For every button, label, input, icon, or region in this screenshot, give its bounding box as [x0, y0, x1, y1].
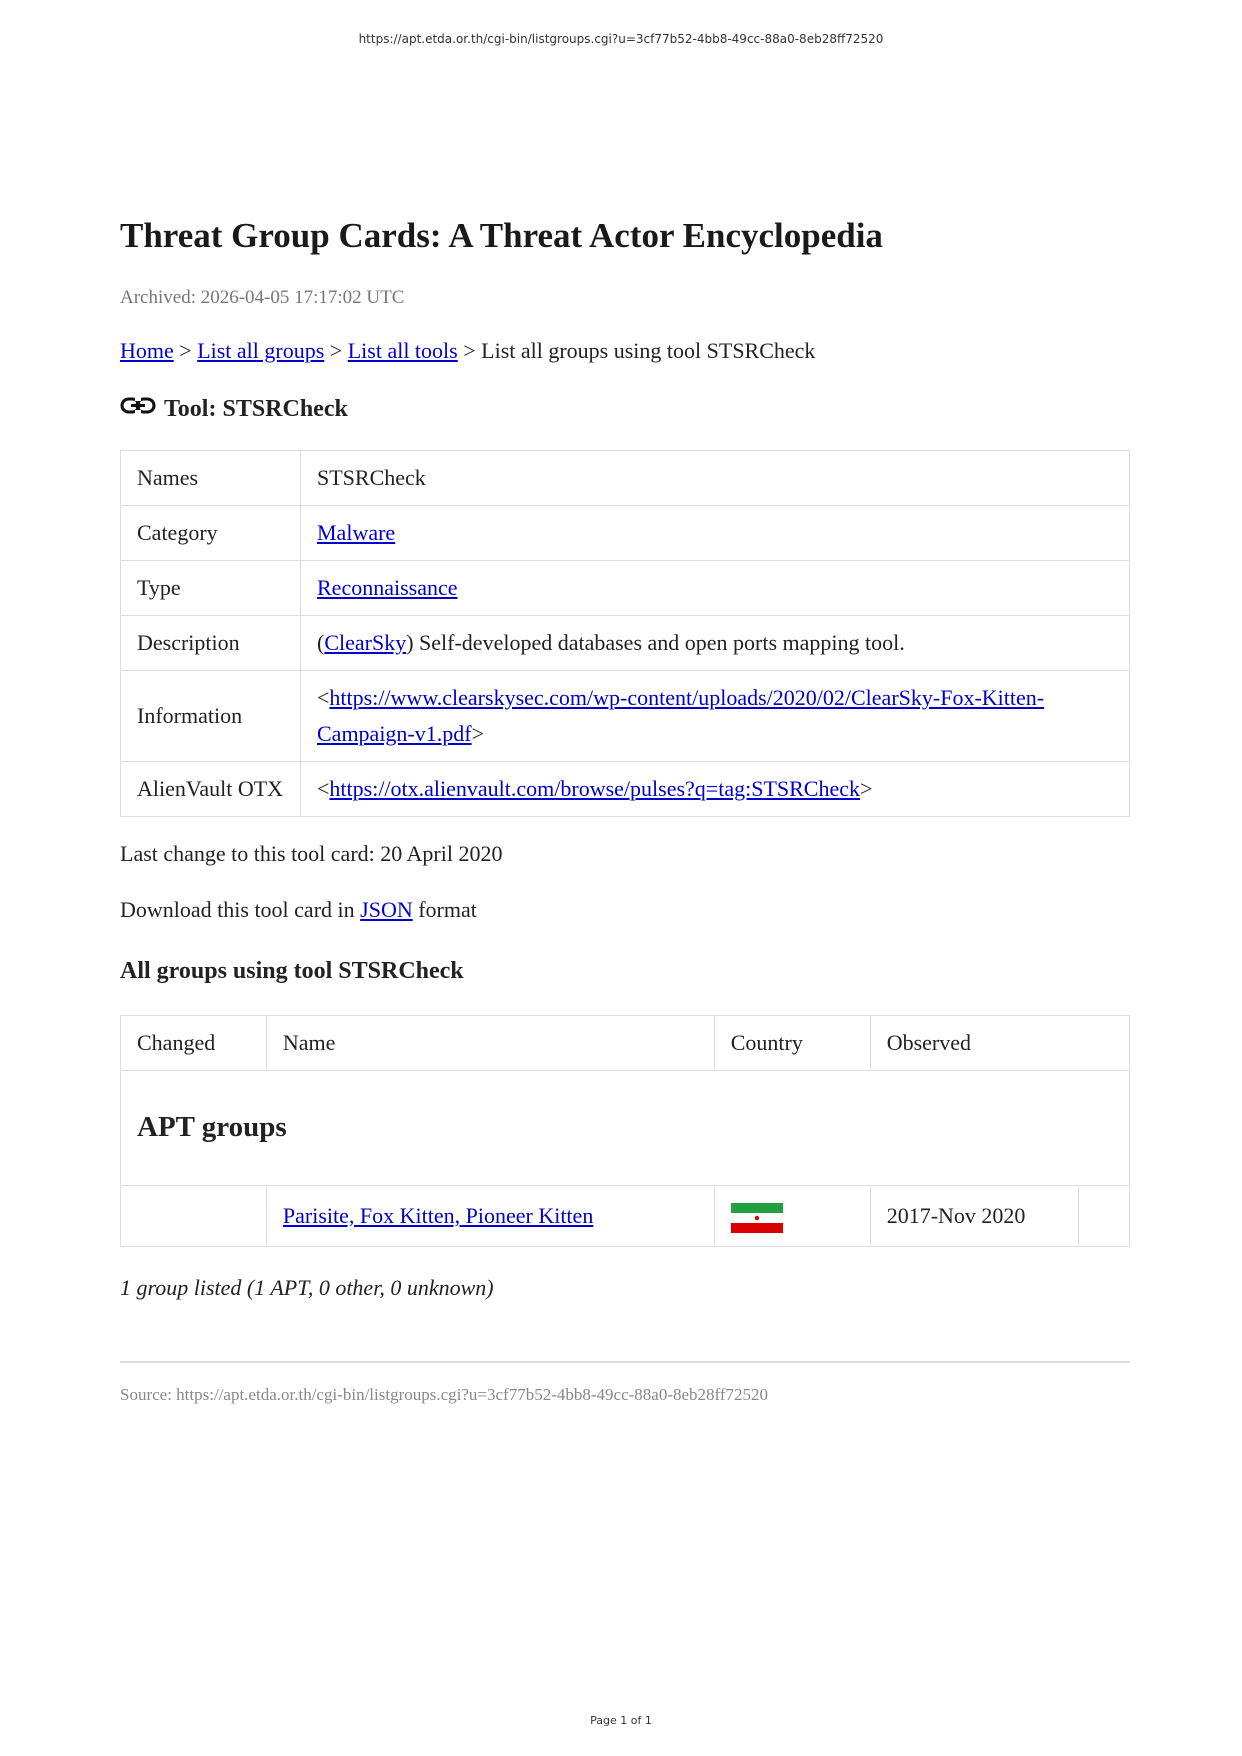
main-content: [120, 210, 1130, 1407]
last-change-text: Last change to this tool card: 20 April 2020: [120, 841, 503, 866]
description-key: Description: [121, 616, 301, 671]
information-url-link[interactable]: [317, 685, 1044, 746]
section-cell: [121, 1071, 1130, 1186]
observed-cell: 2017-Nov 2020: [870, 1186, 1079, 1247]
download-suffix: format: [412, 897, 477, 922]
breadcrumb-list-groups-link[interactable]: List all groups: [197, 338, 325, 363]
download-line: [120, 895, 1130, 925]
table-row: [121, 762, 1130, 817]
description-cell: [301, 616, 1130, 671]
information-cell: [301, 671, 1130, 762]
json-download-link[interactable]: JSON: [360, 897, 413, 922]
table-row: [121, 561, 1130, 616]
description-close-paren: ): [406, 630, 414, 655]
category-key: Category: [121, 506, 301, 561]
tool-heading: [120, 392, 1130, 426]
type-cell: [301, 561, 1130, 616]
table-row: [121, 506, 1130, 561]
information-key: Information: [121, 671, 301, 762]
type-link[interactable]: Reconnaissance: [317, 575, 458, 600]
link-icon: [120, 394, 156, 418]
table-row: [121, 1186, 1130, 1247]
otx-cell: [301, 762, 1130, 817]
type-key: Type: [121, 561, 301, 616]
table-row: [121, 671, 1130, 762]
page-title: Threat Group Cards: A Threat Actor Encyclopedia: [120, 216, 883, 255]
table-header-row: [121, 1016, 1130, 1071]
information-lt: <: [317, 685, 330, 710]
information-gt: >: [471, 721, 485, 746]
table-row: [121, 451, 1130, 506]
information-url-line2: Campaign-v1.pdf: [317, 721, 472, 746]
groups-heading: All groups using tool STSRCheck: [120, 958, 464, 984]
name-cell: [266, 1186, 714, 1247]
names-key: Names: [121, 451, 301, 506]
tool-heading-text: Tool: STSRCheck: [164, 396, 348, 422]
otx-lt: <: [317, 776, 330, 801]
page-number: Page 1 of 1: [590, 1714, 652, 1727]
group-name-link[interactable]: Parisite, Fox Kitten, Pioneer Kitten: [282, 1203, 594, 1228]
changed-cell: [121, 1186, 267, 1247]
otx-url-link[interactable]: https://otx.alienvault.com/browse/pulses?q=tag:STSRCheck: [329, 776, 860, 801]
groups-summary: 1 group listed (1 APT, 0 other, 0 unknown): [120, 1275, 494, 1300]
breadcrumb-separator: >: [457, 338, 482, 363]
breadcrumb-separator: >: [324, 338, 348, 363]
breadcrumb-separator: >: [173, 338, 198, 363]
information-url-line1: https://www.clearskysec.com/wp-content/uploads/2020/02/ClearSky-Fox-Kitten-: [329, 685, 1045, 710]
otx-gt: >: [860, 776, 873, 801]
groups-table: [120, 1015, 1130, 1247]
breadcrumb-current: List all groups using tool STSRCheck: [481, 338, 816, 363]
column-header-name: Name: [266, 1016, 714, 1071]
column-header-country: Country: [714, 1016, 870, 1071]
divider: [120, 1361, 1130, 1363]
category-link[interactable]: Malware: [317, 520, 396, 545]
extra-cell: [1079, 1186, 1130, 1247]
iran-flag-icon: [731, 1203, 783, 1233]
section-label-apt-groups: APT groups: [137, 1111, 287, 1143]
table-row: [121, 616, 1130, 671]
names-value: STSRCheck: [301, 451, 1130, 506]
breadcrumb-home-link[interactable]: Home: [120, 338, 174, 363]
download-prefix: Download this tool card in: [120, 897, 361, 922]
country-cell: [714, 1186, 870, 1247]
category-cell: [301, 506, 1130, 561]
description-text: Self-developed databases and open ports mapping tool.: [413, 630, 905, 655]
breadcrumb-list-tools-link[interactable]: List all tools: [347, 338, 458, 363]
source-line: Source: https://apt.etda.or.th/cgi-bin/listgroups.cgi?u=3cf77b52-4bb8-49cc-88a0-8eb28ff72520: [120, 1385, 769, 1404]
column-header-changed: Changed: [121, 1016, 267, 1071]
print-header-url: https://apt.etda.or.th/cgi-bin/listgroups.cgi?u=3cf77b52-4bb8-49cc-88a0-8eb28ff72520: [358, 32, 884, 46]
description-open-paren: (: [317, 630, 325, 655]
description-source-link[interactable]: ClearSky: [324, 630, 407, 655]
archived-timestamp: Archived: 2026-04-05 17:17:02 UTC: [120, 287, 405, 308]
tool-info-table: [120, 450, 1130, 817]
breadcrumb: [120, 336, 1130, 366]
column-header-observed: Observed: [870, 1016, 1129, 1071]
otx-key: AlienVault OTX: [121, 762, 301, 817]
section-row: [121, 1071, 1130, 1186]
